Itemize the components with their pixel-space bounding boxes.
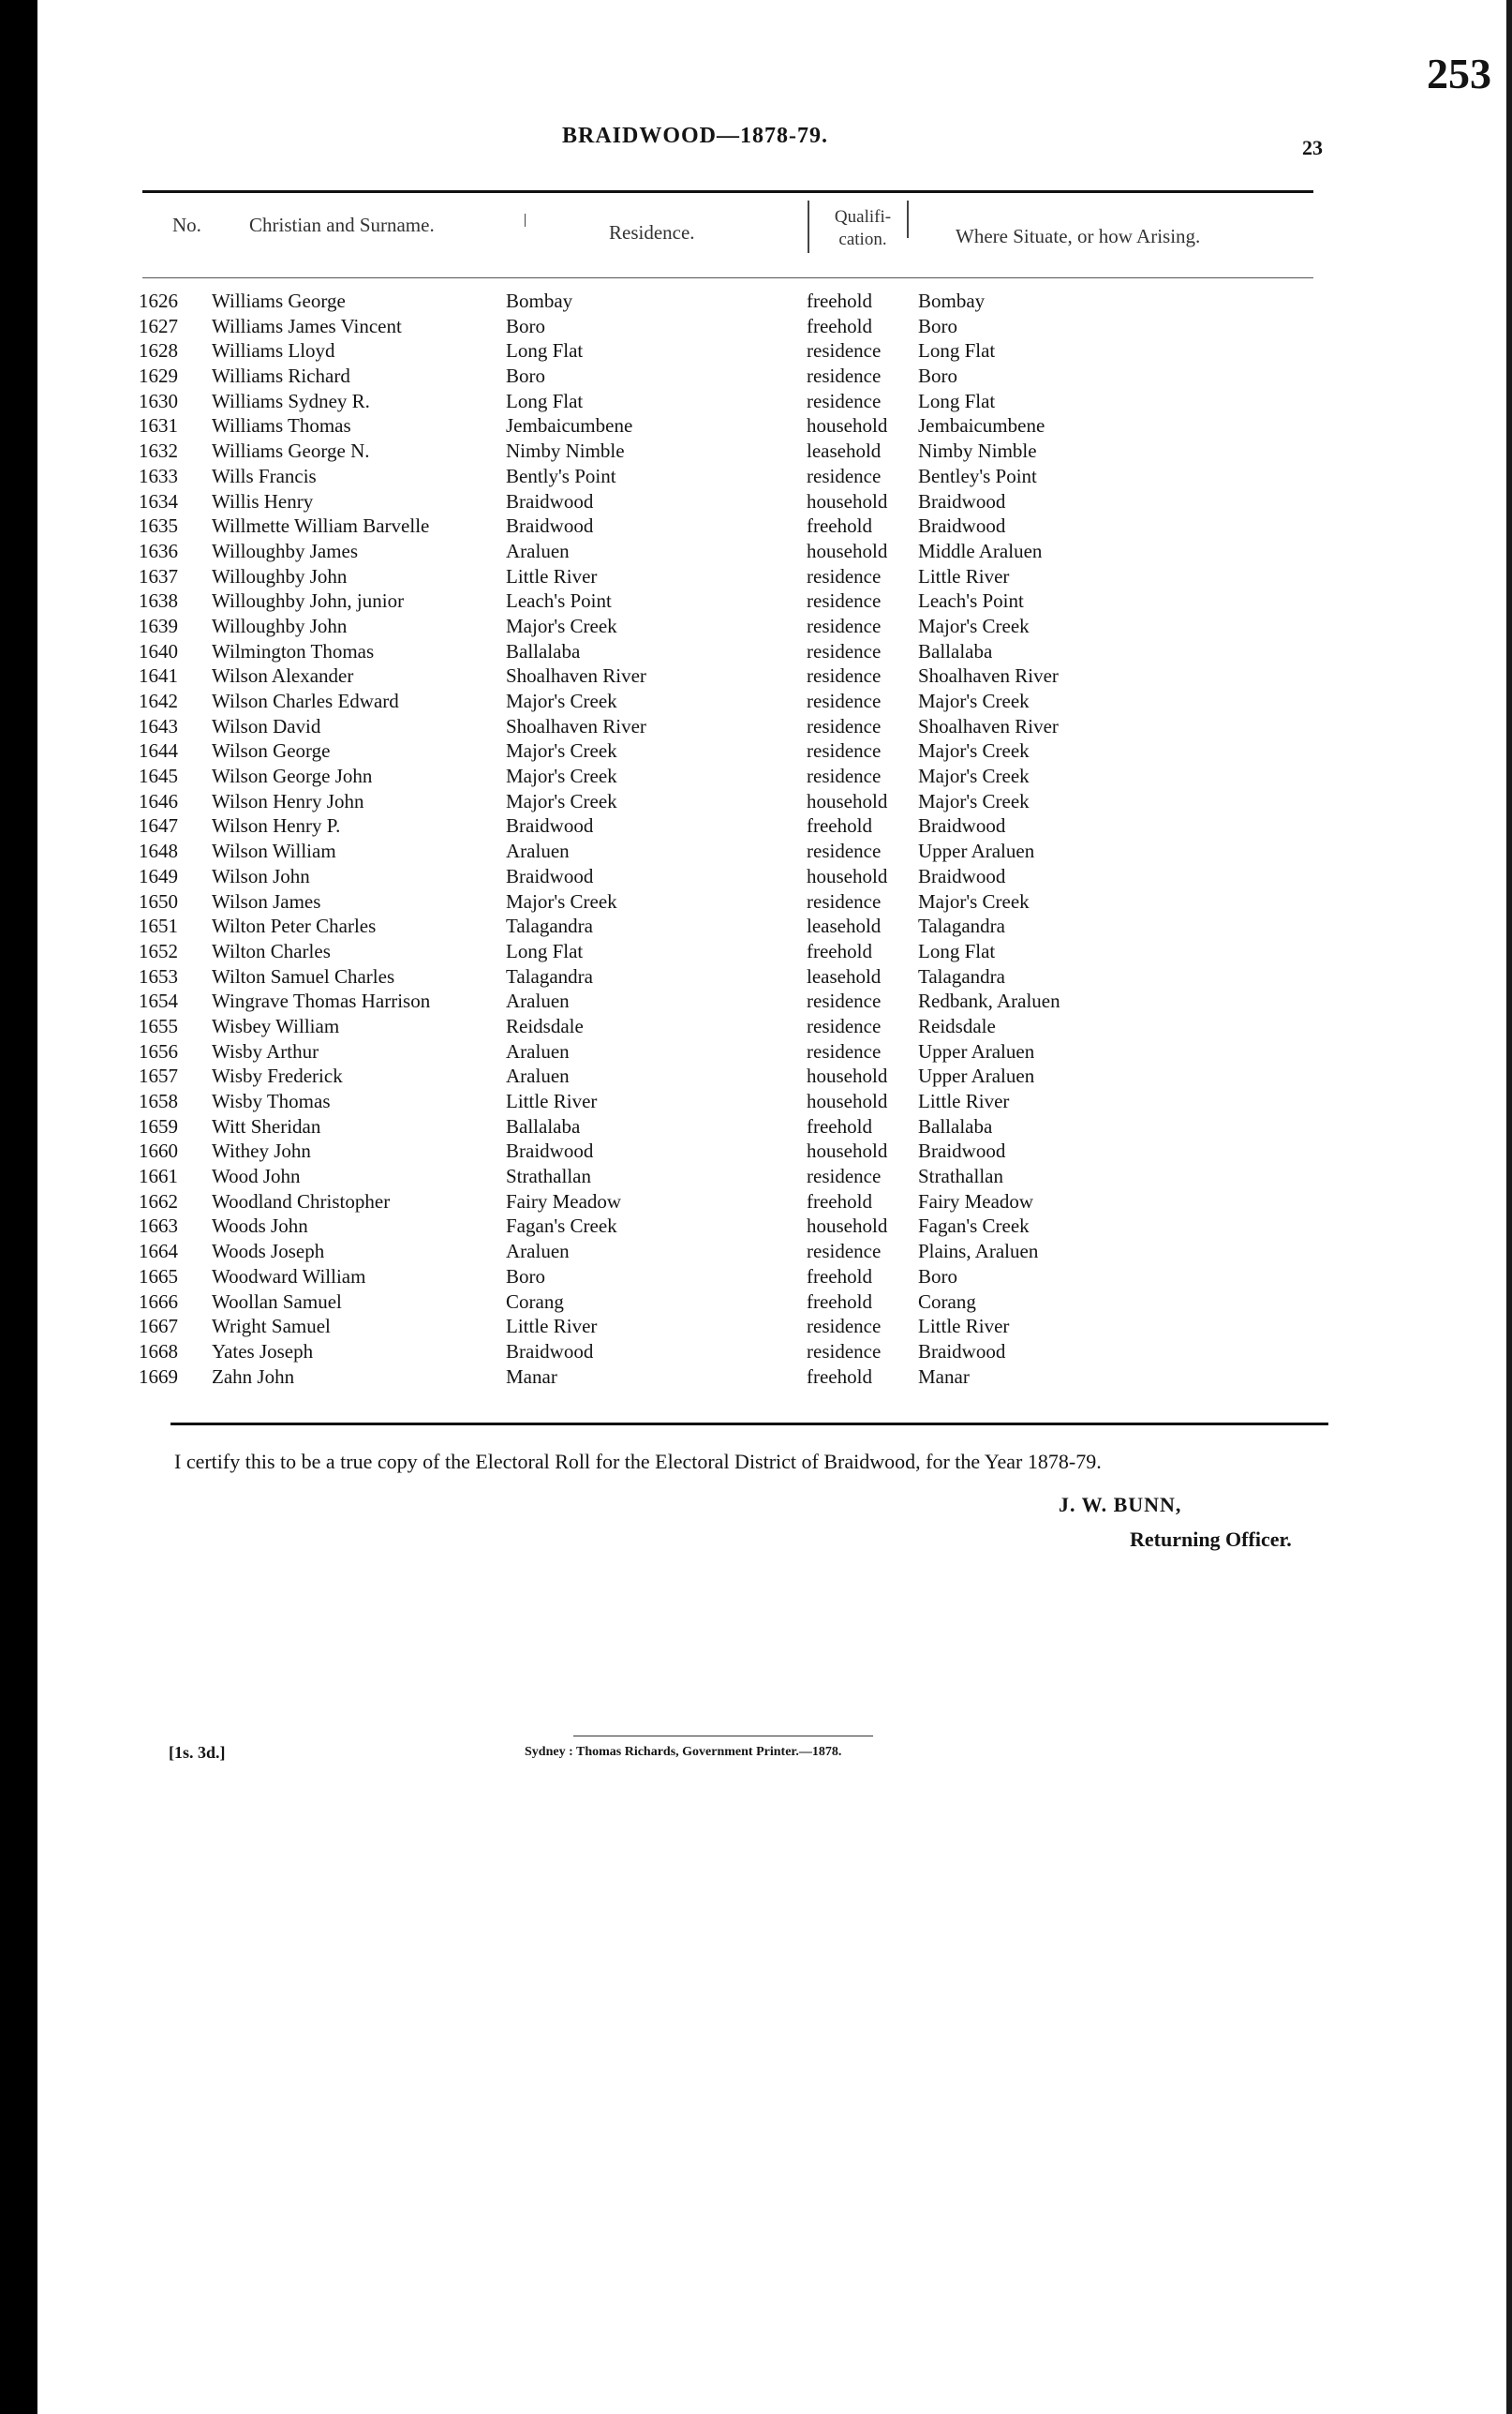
entry-name: Williams George N.	[212, 440, 370, 463]
entry-number: 1628	[139, 339, 178, 363]
entry-qualification: residence	[807, 464, 882, 487]
entry-residence: Little River	[506, 1090, 598, 1112]
entry-where-situate: Talagandra	[918, 964, 1005, 988]
entry-name: Willoughby John	[212, 614, 348, 637]
entry-residence: Boro	[506, 365, 545, 388]
signatory-name: J. W. BUNN,	[1059, 1493, 1182, 1516]
entry-number: 1635	[139, 514, 178, 538]
entry-residence: Little River	[506, 1315, 598, 1338]
entry-qualification: residence	[807, 614, 882, 637]
entry-qualification: leasehold	[807, 915, 882, 938]
table-row	[139, 1164, 1310, 1189]
table-row	[139, 738, 1310, 764]
entry-name: Wilson James	[212, 889, 321, 913]
entry-name: Wilmington Thomas	[212, 639, 375, 663]
entry-where-situate: Little River	[918, 1315, 1010, 1338]
table-row	[139, 1089, 1310, 1114]
column-divider	[525, 214, 526, 227]
entry-residence: Major's Creek	[506, 789, 617, 812]
entry-residence: Braidwood	[506, 514, 594, 538]
entry-name: Williams George	[212, 290, 346, 312]
entry-where-situate: Ballalaba	[918, 639, 993, 663]
entry-residence: Boro	[506, 1264, 545, 1288]
entry-where-situate: Major's Creek	[918, 789, 1030, 812]
entry-where-situate: Manar	[918, 1364, 970, 1388]
entry-residence: Long Flat	[506, 389, 584, 412]
entry-number: 1661	[139, 1165, 178, 1188]
column-divider	[907, 201, 909, 238]
entry-name: Wilson John	[212, 864, 310, 887]
entry-where-situate: Braidwood	[918, 1339, 1006, 1363]
entry-name: Wisbey William	[212, 1014, 340, 1037]
column-header-name: Christian and Surname.	[249, 214, 435, 236]
footer-rule	[170, 1423, 1328, 1425]
entry-number: 1651	[139, 915, 178, 938]
entry-residence: Bombay	[506, 290, 573, 312]
scan-left-border	[0, 0, 37, 2414]
entry-where-situate: Long Flat	[918, 389, 996, 412]
entry-name: Wilson George	[212, 739, 331, 763]
entry-number: 1634	[139, 489, 178, 513]
table-row	[139, 539, 1310, 564]
entry-qualification: freehold	[807, 1264, 872, 1288]
entry-residence: Major's Creek	[506, 889, 617, 913]
entry-where-situate: Braidwood	[918, 864, 1006, 887]
entry-residence: Ballalaba	[506, 639, 581, 663]
entry-number: 1644	[139, 739, 178, 763]
entry-residence: Araluen	[506, 1039, 570, 1063]
table-row	[139, 413, 1310, 439]
entry-number: 1638	[139, 589, 178, 613]
entry-qualification: residence	[807, 889, 882, 913]
entry-qualification: residence	[807, 664, 882, 688]
table-row	[139, 889, 1310, 915]
entry-name: Wilson Alexander	[212, 664, 354, 688]
entry-number: 1639	[139, 614, 178, 637]
entry-number: 1653	[139, 964, 178, 988]
running-head: BRAIDWOOD—1878-79.	[562, 124, 829, 148]
entry-qualification: freehold	[807, 1289, 872, 1313]
entry-number: 1636	[139, 539, 178, 562]
entry-qualification: household	[807, 1214, 888, 1238]
table-row	[139, 1239, 1310, 1264]
entry-where-situate: Fagan's Creek	[918, 1214, 1030, 1238]
entry-number: 1649	[139, 864, 178, 887]
entry-number: 1646	[139, 789, 178, 812]
entry-residence: Long Flat	[506, 339, 584, 363]
entry-qualification: residence	[807, 564, 882, 588]
table-row	[139, 1289, 1310, 1315]
table-row	[139, 813, 1310, 839]
entry-qualification: residence	[807, 714, 882, 738]
table-row	[139, 514, 1310, 539]
entry-number: 1658	[139, 1090, 178, 1112]
table-row	[139, 1014, 1310, 1039]
entry-name: Wills Francis	[212, 464, 317, 487]
entry-name: Wilson Henry John	[212, 789, 364, 812]
table-row	[139, 914, 1310, 939]
entry-where-situate: Redbank, Araluen	[918, 990, 1060, 1013]
table-row	[139, 289, 1310, 314]
entry-name: Williams James Vincent	[212, 314, 402, 337]
entry-residence: Bently's Point	[506, 464, 616, 487]
table-row	[139, 639, 1310, 664]
entry-residence: Major's Creek	[506, 614, 617, 637]
entry-qualification: freehold	[807, 1114, 872, 1138]
entry-residence: Corang	[506, 1289, 564, 1313]
entry-qualification: residence	[807, 1240, 882, 1263]
entry-name: Yates Joseph	[212, 1339, 314, 1363]
entry-where-situate: Middle Araluen	[918, 539, 1043, 562]
entry-name: Williams Sydney R.	[212, 389, 370, 412]
entry-qualification: residence	[807, 1039, 882, 1063]
table-row	[139, 789, 1310, 814]
entry-where-situate: Ballalaba	[918, 1114, 993, 1138]
entry-name: Willmette William Barvelle	[212, 514, 430, 538]
entry-qualification: residence	[807, 365, 882, 388]
entry-residence: Araluen	[506, 539, 570, 562]
table-row	[139, 464, 1310, 489]
table-row	[139, 939, 1310, 964]
entry-qualification: freehold	[807, 939, 872, 962]
table-row	[139, 389, 1310, 414]
signatory-title: Returning Officer.	[1130, 1527, 1292, 1551]
entry-qualification: household	[807, 864, 888, 887]
entry-residence: Braidwood	[506, 864, 594, 887]
entry-number: 1650	[139, 889, 178, 913]
entry-qualification: residence	[807, 339, 882, 363]
entry-where-situate: Nimby Nimble	[918, 440, 1037, 463]
entry-qualification: residence	[807, 739, 882, 763]
table-row	[139, 614, 1310, 639]
table-row	[139, 338, 1310, 364]
table-row	[139, 1114, 1310, 1140]
table-row	[139, 589, 1310, 614]
entry-number: 1632	[139, 440, 178, 463]
entry-where-situate: Major's Creek	[918, 765, 1030, 788]
entry-name: Wilson Henry P.	[212, 814, 341, 838]
entry-residence: Ballalaba	[506, 1114, 581, 1138]
entry-number: 1655	[139, 1014, 178, 1037]
entry-where-situate: Major's Creek	[918, 690, 1030, 712]
entry-name: Wisby Arthur	[212, 1039, 319, 1063]
scan-right-edge	[1506, 0, 1512, 2414]
entry-number: 1667	[139, 1315, 178, 1338]
entry-qualification: residence	[807, 840, 882, 863]
entry-number: 1629	[139, 365, 178, 388]
entry-residence: Braidwood	[506, 1339, 594, 1363]
entry-name: Woodland Christopher	[212, 1189, 391, 1213]
table-row	[139, 1214, 1310, 1239]
entry-residence: Nimby Nimble	[506, 440, 625, 463]
entry-residence: Braidwood	[506, 489, 594, 513]
entry-name: Wisby Thomas	[212, 1090, 331, 1112]
entry-residence: Braidwood	[506, 814, 594, 838]
entry-number: 1637	[139, 564, 178, 588]
entry-residence: Long Flat	[506, 939, 584, 962]
entry-residence: Araluen	[506, 990, 570, 1013]
entry-qualification: residence	[807, 389, 882, 412]
entry-name: Willoughby John, junior	[212, 589, 405, 613]
entry-where-situate: Braidwood	[918, 514, 1006, 538]
table-row	[139, 989, 1310, 1014]
entry-residence: Fagan's Creek	[506, 1214, 617, 1238]
entry-residence: Shoalhaven River	[506, 714, 646, 738]
entry-name: Wilson Charles Edward	[212, 690, 399, 712]
entry-qualification: leasehold	[807, 964, 882, 988]
entry-where-situate: Braidwood	[918, 1140, 1006, 1163]
column-header-no: No.	[172, 214, 201, 236]
column-header-residence: Residence.	[609, 221, 695, 244]
table-row	[139, 964, 1310, 990]
entry-number: 1657	[139, 1065, 178, 1088]
column-header-qualification: Qualifi-cation.	[834, 207, 892, 249]
entry-number: 1656	[139, 1039, 178, 1063]
entry-qualification: freehold	[807, 814, 872, 838]
entry-residence: Araluen	[506, 1065, 570, 1088]
entry-where-situate: Braidwood	[918, 814, 1006, 838]
table-row	[139, 1264, 1310, 1289]
entry-qualification: household	[807, 539, 888, 562]
entry-residence: Jembaicumbene	[506, 414, 633, 438]
table-row	[139, 764, 1310, 789]
entry-qualification: freehold	[807, 1364, 872, 1388]
entry-name: Wingrave Thomas Harrison	[212, 990, 431, 1013]
table-row	[139, 663, 1310, 689]
entry-name: Williams Richard	[212, 365, 350, 388]
entry-qualification: residence	[807, 589, 882, 613]
entry-qualification: household	[807, 789, 888, 812]
entry-where-situate: Little River	[918, 564, 1010, 588]
table-row	[139, 564, 1310, 589]
entry-number: 1665	[139, 1264, 178, 1288]
table-row	[139, 1139, 1310, 1164]
entry-qualification: residence	[807, 1165, 882, 1188]
entry-name: Wood John	[212, 1165, 301, 1188]
entry-number: 1645	[139, 765, 178, 788]
entry-name: Wilson David	[212, 714, 321, 738]
entry-residence: Major's Creek	[506, 739, 617, 763]
column-divider	[808, 201, 809, 253]
entry-where-situate: Boro	[918, 314, 957, 337]
entry-name: Witt Sheridan	[212, 1114, 321, 1138]
entry-number: 1630	[139, 389, 178, 412]
entry-number: 1648	[139, 840, 178, 863]
table-row	[139, 1339, 1310, 1364]
entry-where-situate: Upper Araluen	[918, 1039, 1035, 1063]
entry-where-situate: Long Flat	[918, 339, 996, 363]
entry-qualification: residence	[807, 765, 882, 788]
column-header-where: Where Situate, or how Arising.	[956, 225, 1201, 247]
entry-number: 1652	[139, 939, 178, 962]
entry-residence: Manar	[506, 1364, 557, 1388]
entry-number: 1668	[139, 1339, 178, 1363]
entry-where-situate: Shoalhaven River	[918, 714, 1059, 738]
entry-number: 1659	[139, 1114, 178, 1138]
entry-where-situate: Leach's Point	[918, 589, 1024, 613]
entry-name: Wright Samuel	[212, 1315, 331, 1338]
entry-where-situate: Jembaicumbene	[918, 414, 1045, 438]
entry-name: Wilson William	[212, 840, 336, 863]
entry-number: 1664	[139, 1240, 178, 1263]
entry-residence: Shoalhaven River	[506, 664, 646, 688]
entry-number: 1641	[139, 664, 178, 688]
entry-qualification: leasehold	[807, 440, 882, 463]
table-row	[139, 1189, 1310, 1214]
entry-name: Withey John	[212, 1140, 311, 1163]
table-row	[139, 839, 1310, 864]
entry-qualification: freehold	[807, 514, 872, 538]
table-row	[139, 689, 1310, 714]
entry-where-situate: Major's Creek	[918, 614, 1030, 637]
entry-name: Wilson George John	[212, 765, 373, 788]
entry-name: Willis Henry	[212, 489, 314, 513]
entry-number: 1627	[139, 314, 178, 337]
table-row	[139, 714, 1310, 739]
table-row	[139, 1364, 1310, 1390]
entry-qualification: freehold	[807, 1189, 872, 1213]
table-row	[139, 1314, 1310, 1339]
printer-imprint: Sydney : Thomas Richards, Government Printer.—1878.	[525, 1745, 842, 1759]
header-rule	[142, 190, 1313, 193]
table-row	[139, 864, 1310, 889]
entry-name: Zahn John	[212, 1364, 295, 1388]
entry-name: Wisby Frederick	[212, 1065, 343, 1088]
table-row	[139, 1064, 1310, 1089]
entry-number: 1626	[139, 290, 178, 312]
folio-number: 23	[1302, 136, 1323, 159]
entry-qualification: freehold	[807, 290, 872, 312]
entry-name: Woollan Samuel	[212, 1289, 342, 1313]
entry-residence: Araluen	[506, 840, 570, 863]
table-row	[139, 439, 1310, 464]
entry-number: 1631	[139, 414, 178, 438]
entry-qualification: residence	[807, 1014, 882, 1037]
entry-residence: Major's Creek	[506, 765, 617, 788]
entry-where-situate: Talagandra	[918, 915, 1005, 938]
entry-residence: Leach's Point	[506, 589, 612, 613]
entry-where-situate: Upper Araluen	[918, 1065, 1035, 1088]
entry-where-situate: Bombay	[918, 290, 986, 312]
entry-where-situate: Reidsdale	[918, 1014, 996, 1037]
subheader-rule	[142, 277, 1313, 278]
entry-qualification: household	[807, 489, 888, 513]
table-row	[139, 364, 1310, 389]
entry-where-situate: Fairy Meadow	[918, 1189, 1034, 1213]
entry-where-situate: Major's Creek	[918, 889, 1030, 913]
entry-number: 1647	[139, 814, 178, 838]
table-row	[139, 1039, 1310, 1065]
entry-number: 1666	[139, 1289, 178, 1313]
table-row	[139, 489, 1310, 514]
entry-name: Williams Thomas	[212, 414, 351, 438]
entry-name: Woods Joseph	[212, 1240, 325, 1263]
entry-number: 1654	[139, 990, 178, 1013]
entry-residence: Fairy Meadow	[506, 1189, 622, 1213]
entry-where-situate: Corang	[918, 1289, 976, 1313]
page-number: 253	[1427, 50, 1491, 97]
entry-name: Wilton Charles	[212, 939, 331, 962]
electoral-roll-entries	[139, 289, 1310, 1389]
entry-qualification: residence	[807, 990, 882, 1013]
entry-name: Wilton Samuel Charles	[212, 964, 395, 988]
price-note: [1s. 3d.]	[169, 1743, 226, 1762]
entry-name: Williams Lloyd	[212, 339, 335, 363]
entry-number: 1662	[139, 1189, 178, 1213]
entry-qualification: household	[807, 1065, 888, 1088]
entry-number: 1669	[139, 1364, 178, 1388]
entry-number: 1660	[139, 1140, 178, 1163]
entry-where-situate: Boro	[918, 365, 957, 388]
entry-name: Willoughby John	[212, 564, 348, 588]
certification-statement: I certify this to be a true copy of the Electoral Roll for the Electoral District of Braidwood, for the Year 1878-79.	[174, 1450, 1102, 1473]
entry-where-situate: Shoalhaven River	[918, 664, 1059, 688]
entry-qualification: freehold	[807, 314, 872, 337]
entry-number: 1640	[139, 639, 178, 663]
entry-name: Woods John	[212, 1214, 308, 1238]
entry-number: 1633	[139, 464, 178, 487]
entry-where-situate: Little River	[918, 1090, 1010, 1112]
entry-qualification: residence	[807, 1315, 882, 1338]
entry-where-situate: Long Flat	[918, 939, 996, 962]
entry-residence: Talagandra	[506, 915, 593, 938]
entry-qualification: household	[807, 414, 888, 438]
entry-name: Wilton Peter Charles	[212, 915, 377, 938]
entry-residence: Boro	[506, 314, 545, 337]
entry-where-situate: Bentley's Point	[918, 464, 1037, 487]
entry-name: Woodward William	[212, 1264, 366, 1288]
entry-qualification: household	[807, 1140, 888, 1163]
entry-name: Willoughby James	[212, 539, 359, 562]
entry-qualification: residence	[807, 1339, 882, 1363]
entry-number: 1663	[139, 1214, 178, 1238]
entry-residence: Major's Creek	[506, 690, 617, 712]
entry-residence: Little River	[506, 564, 598, 588]
entry-qualification: household	[807, 1090, 888, 1112]
entry-residence: Talagandra	[506, 964, 593, 988]
entry-residence: Reidsdale	[506, 1014, 584, 1037]
entry-qualification: residence	[807, 690, 882, 712]
entry-where-situate: Strathallan	[918, 1165, 1003, 1188]
entry-where-situate: Upper Araluen	[918, 840, 1035, 863]
entry-where-situate: Braidwood	[918, 489, 1006, 513]
entry-number: 1642	[139, 690, 178, 712]
entry-residence: Strathallan	[506, 1165, 591, 1188]
entry-residence: Braidwood	[506, 1140, 594, 1163]
table-row	[139, 314, 1310, 339]
entry-where-situate: Plains, Araluen	[918, 1240, 1039, 1263]
entry-number: 1643	[139, 714, 178, 738]
entry-where-situate: Boro	[918, 1264, 957, 1288]
entry-qualification: residence	[807, 639, 882, 663]
entry-residence: Araluen	[506, 1240, 570, 1263]
entry-where-situate: Major's Creek	[918, 739, 1030, 763]
